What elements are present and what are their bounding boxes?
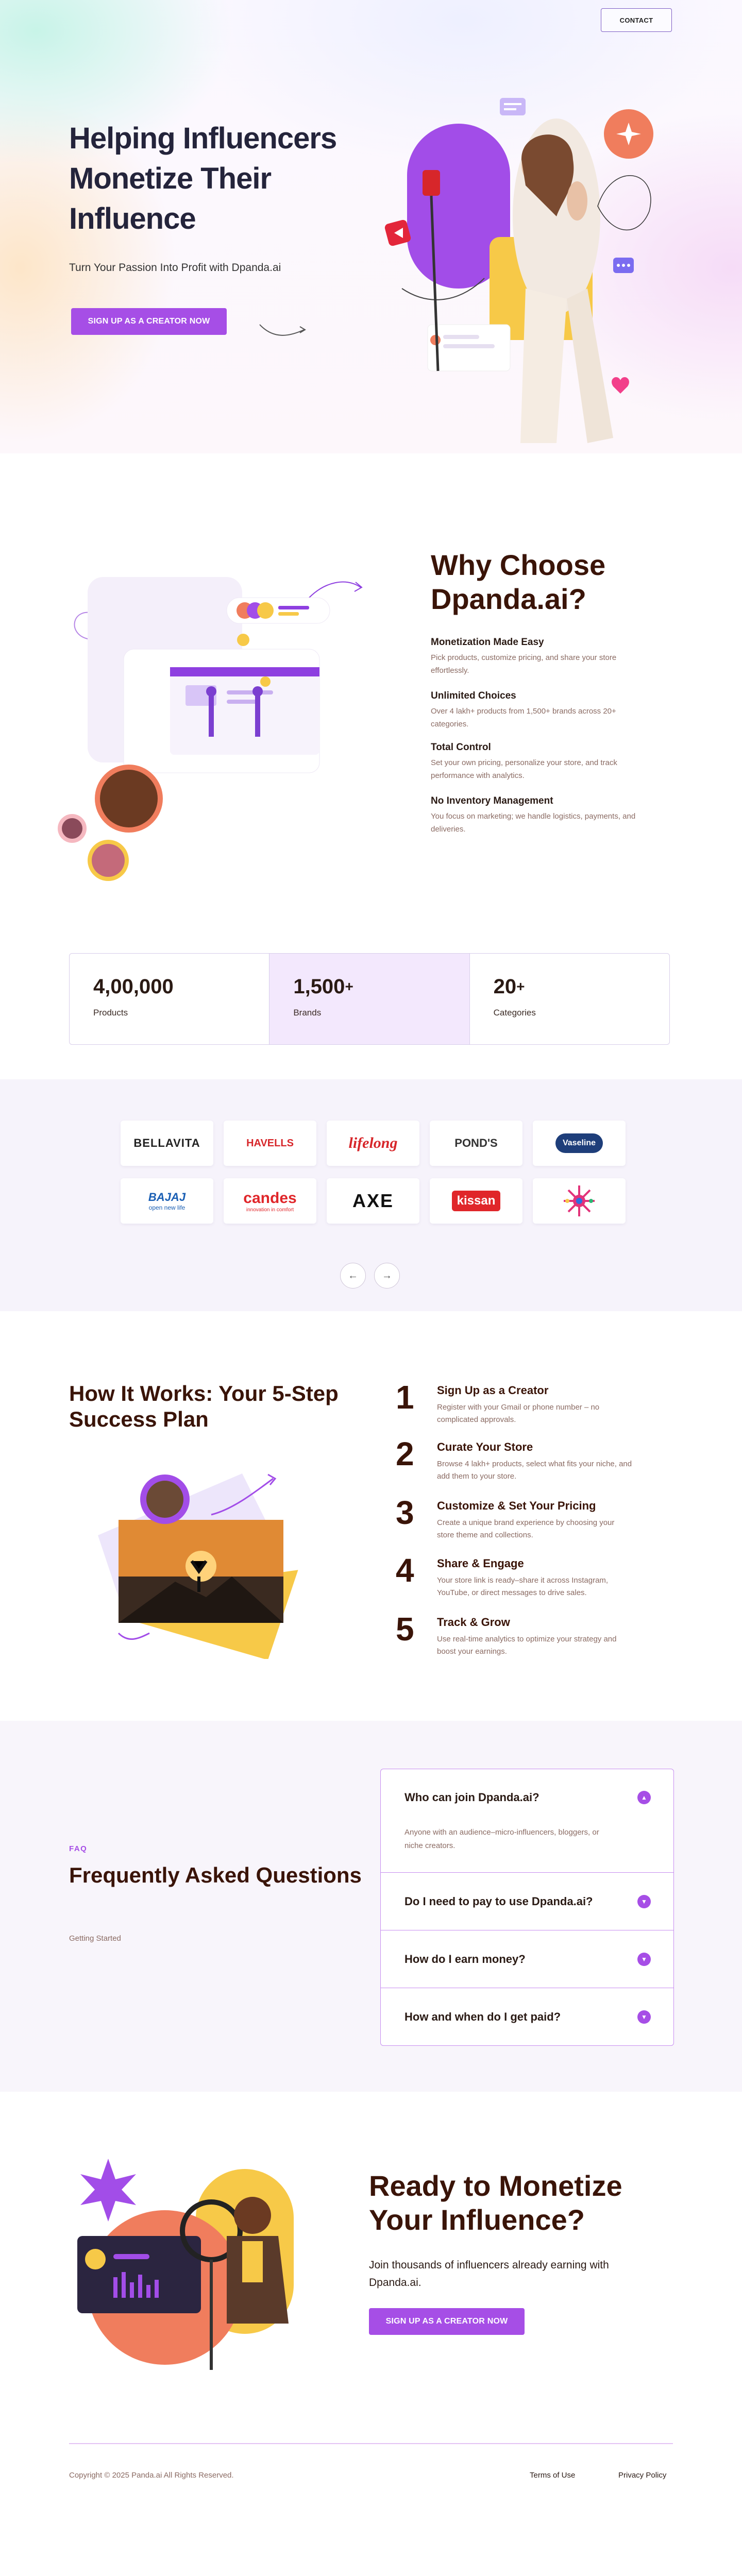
- brand-candes[interactable]: candes innovation in comfort: [224, 1178, 316, 1224]
- arrow-left-icon[interactable]: ←: [340, 1263, 366, 1289]
- hero-signup-button[interactable]: SIGN UP AS A CREATOR NOW: [71, 308, 227, 335]
- hero-section: [0, 0, 742, 453]
- faq-question[interactable]: [381, 1873, 673, 1930]
- brands-section: [0, 1079, 742, 1311]
- stat-label: Products: [93, 1008, 128, 1018]
- feature-monetization: [431, 637, 637, 677]
- faq-question[interactable]: [381, 1988, 673, 2045]
- faq-section: [0, 1721, 742, 2092]
- step-number: 3: [396, 1494, 414, 1531]
- faq-subtitle: Getting Started: [69, 1934, 121, 1943]
- stat-label: Brands: [293, 1008, 322, 1018]
- chevron-down-icon[interactable]: ▼: [637, 1953, 651, 1966]
- feature-control: [431, 742, 637, 782]
- stat-value: 20+: [493, 975, 525, 998]
- faq-question-text: How and when do I get paid?: [404, 2010, 561, 2023]
- step-title: Track & Grow: [437, 1616, 510, 1629]
- how-illustration: [98, 1463, 304, 1659]
- footer-divider: [69, 2443, 673, 2444]
- faq-question-text: How do I earn money?: [404, 1952, 526, 1965]
- brand-kissan[interactable]: kissan: [430, 1178, 522, 1224]
- feature-desc: You focus on marketing; we handle logistics, payments, and deliveries.: [431, 812, 636, 834]
- step-number: 2: [396, 1435, 414, 1472]
- curved-arrow-icon: [258, 318, 309, 339]
- stat-categories: [470, 954, 669, 1044]
- step-title: Customize & Set Your Pricing: [437, 1499, 596, 1512]
- stat-value: 1,500+: [293, 975, 353, 998]
- brand-bellavita[interactable]: BELLAVITA: [121, 1121, 213, 1166]
- toy-logo-icon: [561, 1183, 597, 1219]
- brand-grid: [121, 1121, 626, 1224]
- cta-illustration: [72, 2154, 309, 2380]
- stat-products: [70, 954, 269, 1044]
- step-desc: Your store link is ready–share it across Instagram, YouTube, or direct messages to drive sales.: [437, 1576, 609, 1597]
- faq-item: [381, 1988, 673, 2045]
- chevron-down-icon[interactable]: ▼: [637, 2010, 651, 2024]
- feature-choices: [431, 690, 637, 731]
- terms-link[interactable]: Terms of Use: [530, 2471, 576, 2480]
- faq-item: [381, 1930, 673, 1988]
- faq-kicker: FAQ: [69, 1844, 88, 1853]
- feature-title: Total Control: [431, 742, 491, 753]
- step-4: [396, 1554, 633, 1599]
- feature-desc: Over 4 lakh+ products from 1,500+ brands across 20+ categories.: [431, 707, 616, 728]
- chevron-down-icon[interactable]: ▼: [637, 1895, 651, 1908]
- step-number: 5: [396, 1611, 414, 1648]
- copyright-text: Copyright © 2025 Panda.ai All Rights Reserved.: [69, 2471, 234, 2480]
- brand-bajaj[interactable]: BAJAJ open new life: [121, 1178, 213, 1224]
- stat-value: 4,00,000: [93, 975, 174, 998]
- step-3: [396, 1496, 633, 1541]
- brand-ponds[interactable]: POND'S: [430, 1121, 522, 1166]
- brand-lifelong[interactable]: lifelong: [327, 1121, 419, 1166]
- step-number: 1: [396, 1379, 414, 1416]
- stat-brands: [269, 954, 469, 1044]
- step-title: Sign Up as a Creator: [437, 1384, 549, 1397]
- step-title: Share & Engage: [437, 1557, 524, 1570]
- feature-desc: Set your own pricing, personalize your store, and track performance with analytics.: [431, 758, 617, 780]
- faq-answer: Anyone with an audience–micro-influencers, bloggers, or niche creators.: [404, 1828, 599, 1850]
- faq-question[interactable]: [381, 1769, 673, 1826]
- step-desc: Use real-time analytics to optimize your strategy and boost your earnings.: [437, 1635, 617, 1656]
- step-desc: Browse 4 lakh+ products, select what fits your niche, and add them to your store.: [437, 1460, 632, 1481]
- brand-axe[interactable]: AXE: [327, 1178, 419, 1224]
- brand-vaseline[interactable]: Vaseline: [533, 1121, 626, 1166]
- privacy-link[interactable]: Privacy Policy: [618, 2471, 667, 2480]
- feature-title: Monetization Made Easy: [431, 637, 544, 648]
- step-desc: Register with your Gmail or phone number – no complicated approvals.: [437, 1403, 600, 1424]
- step-1: [396, 1381, 633, 1426]
- feature-title: Unlimited Choices: [431, 690, 516, 701]
- faq-question-text: Who can join Dpanda.ai?: [404, 1791, 539, 1804]
- faq-item: [381, 1873, 673, 1930]
- feature-desc: Pick products, customize pricing, and share your store effortlessly.: [431, 653, 617, 675]
- cta-subtitle: Join thousands of influencers already earning with Dpanda.ai.: [369, 2259, 609, 2289]
- faq-question[interactable]: [381, 1930, 673, 1988]
- hero-illustration: [371, 82, 680, 453]
- faq-accordion: [380, 1769, 674, 2046]
- step-title: Curate Your Store: [437, 1440, 533, 1453]
- brand-havells[interactable]: HAVELLS: [224, 1121, 316, 1166]
- step-5: [396, 1613, 633, 1658]
- hero-subtitle: Turn Your Passion Into Profit with Dpanda.ai: [69, 262, 281, 274]
- arrow-right-icon[interactable]: →: [374, 1263, 400, 1289]
- faq-question-text: Do I need to pay to use Dpanda.ai?: [404, 1894, 593, 1908]
- stat-label: Categories: [493, 1008, 536, 1018]
- faq-item: [381, 1769, 673, 1873]
- contact-button[interactable]: CONTACT: [601, 8, 672, 32]
- stats-bar: [69, 953, 670, 1045]
- feature-inventory: [431, 795, 637, 836]
- why-illustration: [57, 556, 366, 896]
- cta-title: Ready to Monetize Your Influence?: [369, 2170, 622, 2236]
- step-desc: Create a unique brand experience by choosing your store theme and collections.: [437, 1518, 615, 1539]
- carousel-controls: [340, 1263, 400, 1289]
- feature-title: No Inventory Management: [431, 795, 553, 806]
- hero-title: Helping Influencers Monetize Their Influence: [69, 122, 337, 235]
- why-title: Why Choose Dpanda.ai?: [431, 549, 606, 615]
- faq-title: Frequently Asked Questions: [69, 1863, 362, 1887]
- how-title: How It Works: Your 5-Step Success Plan: [69, 1381, 339, 1431]
- cta-signup-button[interactable]: SIGN UP AS A CREATOR NOW: [369, 2308, 525, 2335]
- brand-toy[interactable]: [533, 1178, 626, 1224]
- chevron-up-icon[interactable]: ▲: [637, 1791, 651, 1804]
- step-number: 4: [396, 1552, 414, 1589]
- step-2: [396, 1437, 633, 1483]
